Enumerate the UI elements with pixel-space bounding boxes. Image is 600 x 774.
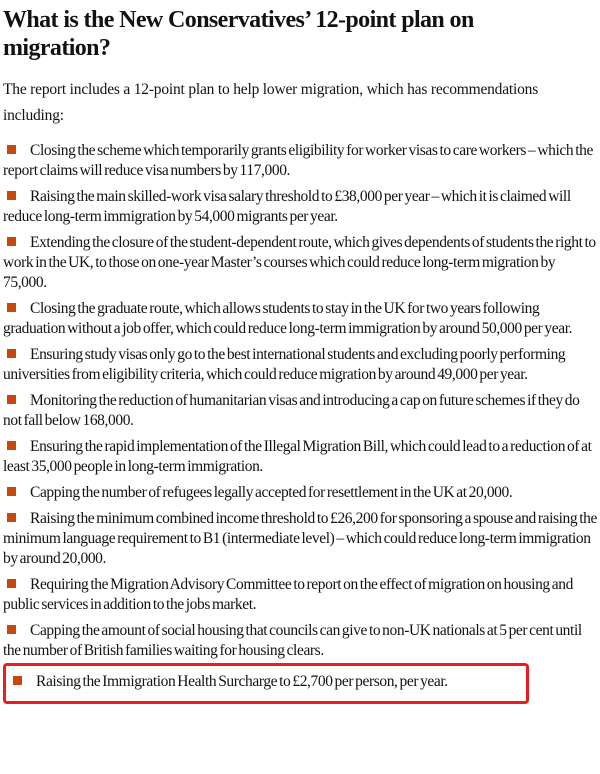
list-item-text: Requiring the Migration Advisory Committee to report on the effect of migration on housing and public services in addition to the jobs market. <box>3 576 573 613</box>
bullet-square-icon <box>7 145 16 154</box>
list-item <box>3 483 598 503</box>
list-item-text: Closing the graduate route, which allows students to stay in the UK for two years following graduation without a job offer, which could reduce long-term immigration by around 50,000 per year. <box>3 300 573 337</box>
list-item-text: Raising the main skilled-work visa salary threshold to £38,000 per year – which it is claimed will reduce long-term immigration by 54,000 migrants per year. <box>3 188 571 225</box>
list-item <box>3 391 598 431</box>
page-title-line-2: migration? <box>3 35 111 61</box>
bullet-square-icon <box>7 579 16 588</box>
bullet-square-icon <box>7 513 16 522</box>
list-item <box>9 672 518 692</box>
list-item-text: Raising the Immigration Health Surcharge to £2,700 per person, per year. <box>36 673 448 690</box>
list-item-text: Ensuring the rapid implementation of the Illegal Migration Bill, which could lead to a reduction of at least 35,000 people in long-term immigration. <box>3 438 592 475</box>
list-item-text: Raising the minimum combined income threshold to £26,200 for sponsoring a spouse and raising the minimum language requirement to B1 (intermediate level) – which could reduce long-term immigration by around 20,000. <box>3 510 597 567</box>
page-title <box>3 6 598 62</box>
list-item-text: Capping the number of refugees legally accepted for resettlement in the UK at 20,000. <box>30 484 513 501</box>
list-item <box>3 141 598 181</box>
list-item <box>3 233 598 293</box>
bullet-square-icon <box>13 676 22 685</box>
list-item <box>3 187 598 227</box>
annotation-highlight-box <box>3 663 529 704</box>
list-item-text: Extending the closure of the student-dependent route, which gives dependents of students the right to work in the UK, to those on one-year Master’s courses which could reduce long-term migration by 75,000. <box>3 234 596 291</box>
list-item <box>3 299 598 339</box>
list-item <box>3 345 598 385</box>
bullet-square-icon <box>7 237 16 246</box>
list-item-text: Ensuring study visas only go to the best international students and excluding poorly performing universities from eligibility criteria, which could reduce migration by around 49,000 per year. <box>3 346 566 383</box>
list-item-text: Monitoring the reduction of humanitarian visas and introducing a cap on future schemes if they do not fall below 168,000. <box>3 392 580 429</box>
list-item <box>3 621 598 661</box>
list-item-text: Capping the amount of social housing that councils can give to non-UK nationals at 5 per cent until the number of British families waiting for housing clears. <box>3 622 582 659</box>
plan-list <box>3 141 598 704</box>
list-item <box>3 509 598 569</box>
bullet-square-icon <box>7 191 16 200</box>
list-item <box>3 437 598 477</box>
bullet-square-icon <box>7 625 16 634</box>
list-item <box>3 575 598 615</box>
intro-paragraph: The report includes a 12-point plan to help lower migration, which has recommendations including: <box>3 81 539 124</box>
bullet-square-icon <box>7 441 16 450</box>
bullet-square-icon <box>7 349 16 358</box>
page-title-line-1: What is the New Conservatives’ 12-point plan on <box>3 7 474 33</box>
list-item-text: Closing the scheme which temporarily grants eligibility for worker visas to care workers – which the report claims will reduce visa numbers by 117,000. <box>3 142 593 179</box>
bullet-square-icon <box>7 303 16 312</box>
bullet-square-icon <box>7 395 16 404</box>
bullet-square-icon <box>7 487 16 496</box>
